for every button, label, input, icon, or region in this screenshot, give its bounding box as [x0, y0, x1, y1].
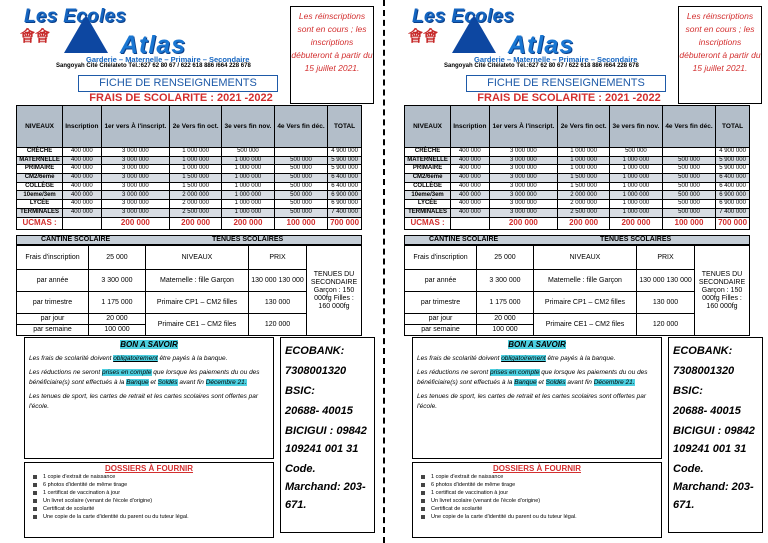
fees-row — [405, 148, 750, 157]
dossier-item: 6 photos d'identité de même tirage — [417, 481, 657, 489]
col-quatrieme-versement-cell: 500 000 — [274, 156, 327, 165]
col-deuxieme-versement-cell: 1 000 000 — [170, 156, 222, 165]
col-premier-versement-cell: 3 000 000 — [489, 182, 558, 191]
col-niveaux-cell: COLLÈGE — [405, 182, 451, 191]
col-premier-versement-cell: 3 000 000 — [489, 148, 558, 157]
col-niveaux-cell: COLLÈGE — [17, 182, 63, 191]
bon-paragraph-3: Les tenues de sport, les cartes de retrait et les cartes scolaires sont offertes par l'école. — [29, 393, 259, 410]
bank-info-box — [668, 337, 763, 533]
secondaire-tenues: TENUES DU SECONDAIRE Garçon : 150 000fg Filles : 160 000fg — [307, 246, 362, 336]
col-troisieme-versement-cell: 500 000 — [222, 148, 275, 157]
col-troisieme-versement-header: 3e vers fin nov. — [222, 106, 275, 148]
col-quatrieme-versement-cell: 500 000 — [662, 191, 715, 200]
col-niveaux-cell: 10eme/3em — [17, 191, 63, 200]
col-inscription-cell: 400 000 — [451, 208, 489, 217]
ucmas-cell: 100 000 — [662, 217, 715, 229]
dossier-item: Une copie de la carte d'identité du parent ou du tuteur légal. — [29, 513, 269, 521]
col-inscription-cell: 400 000 — [63, 208, 101, 217]
col-inscription-cell: 400 000 — [451, 148, 489, 157]
col-deuxieme-versement-cell: 1 500 000 — [558, 174, 610, 183]
col-troisieme-versement-cell: 1 000 000 — [610, 208, 663, 217]
dossier-item: Une copie de la carte d'identité du parent ou du tuteur légal. — [417, 513, 657, 521]
tenue-primaire-1-prix: 130 000 — [637, 292, 695, 314]
col-niveaux-cell: MATERNELLE — [17, 156, 63, 165]
col-quatrieme-versement-cell: 500 000 — [274, 165, 327, 174]
merchant-code: Code. Marchand: 203-671. — [285, 463, 366, 511]
cut-line-divider — [383, 0, 385, 543]
col-quatrieme-versement-header: 4e Vers fin déc. — [274, 106, 327, 148]
niveaux-header: NIVEAUX — [146, 246, 249, 270]
col-premier-versement-cell: 3 000 000 — [489, 156, 558, 165]
col-troisieme-versement-cell: 1 000 000 — [610, 165, 663, 174]
col-premier-versement-cell: 3 000 000 — [101, 208, 170, 217]
col-total-cell: 5 900 000 — [716, 156, 750, 165]
col-inscription-cell: 400 000 — [63, 156, 101, 165]
col-niveaux-cell: 10eme/3em — [405, 191, 451, 200]
frais-inscription-value: 25 000 — [477, 246, 534, 270]
col-total-header: TOTAL — [716, 106, 750, 148]
col-premier-versement-cell: 3 000 000 — [489, 174, 558, 183]
school-name-bottom: Atlas — [120, 31, 187, 59]
frais-inscription-label: Frais d'inscription — [405, 246, 477, 270]
dossiers-title: DOSSIERS À FOURNIR — [492, 464, 581, 473]
col-niveaux-cell: TERMINALES — [17, 208, 63, 217]
fiche-title: FICHE DE RENSEIGNEMENTS — [466, 75, 666, 92]
tenue-primaire-1: Primaire CP1 – CM2 filles — [146, 292, 249, 314]
fees-row — [405, 182, 750, 191]
col-niveaux-cell: CM2/6eme — [17, 174, 63, 183]
fees-row — [17, 148, 362, 157]
dossier-item: Certificat de scolarité — [29, 505, 269, 513]
flyer-right — [388, 0, 768, 543]
col-quatrieme-versement-cell: 500 000 — [274, 208, 327, 217]
col-premier-versement-cell: 3 000 000 — [489, 208, 558, 217]
col-total-cell: 7 400 000 — [716, 208, 750, 217]
col-inscription-header: Inscription — [63, 106, 101, 148]
col-premier-versement-cell: 3 000 000 — [101, 182, 170, 191]
col-total-cell: 5 900 000 — [328, 156, 362, 165]
canteen-label: par trimestre — [17, 292, 89, 314]
dossier-item: 1 copie d'extrait de naissance — [29, 473, 269, 481]
bon-title: BON A SAVOIR — [120, 340, 178, 349]
col-inscription-cell: 400 000 — [63, 174, 101, 183]
col-premier-versement-cell: 3 000 000 — [101, 148, 170, 157]
col-deuxieme-versement-cell: 1 500 000 — [558, 182, 610, 191]
col-quatrieme-versement-cell: 500 000 — [662, 208, 715, 217]
ucmas-cell: 200 000 — [610, 217, 663, 229]
col-troisieme-versement-cell: 1 000 000 — [222, 174, 275, 183]
col-deuxieme-versement-cell: 2 000 000 — [170, 200, 222, 209]
col-deuxieme-versement-cell: 1 000 000 — [170, 148, 222, 157]
fees-row — [405, 174, 750, 183]
col-premier-versement-cell: 3 000 000 — [101, 174, 170, 183]
col-deuxieme-versement-cell: 1 000 000 — [558, 156, 610, 165]
col-troisieme-versement-cell: 1 000 000 — [222, 208, 275, 217]
ucmas-cell: 700 000 — [328, 217, 362, 229]
dossier-item: 1 certificat de vaccination à jour — [29, 489, 269, 497]
col-deuxieme-versement-cell: 1 500 000 — [170, 174, 222, 183]
frais-title: FRAIS DE SCOLARITE : 2021 -2022 — [89, 92, 273, 104]
canteen-label: par semaine — [405, 325, 477, 336]
col-troisieme-versement-cell: 1 000 000 — [610, 191, 663, 200]
tenue-primaire-2: Primaire CE1 – CM2 files — [146, 314, 249, 336]
bsic-label: BSIC: — [673, 385, 703, 397]
col-inscription-cell: 400 000 — [63, 191, 101, 200]
canteen-label: par jour — [17, 314, 89, 325]
col-deuxieme-versement-cell: 1 000 000 — [170, 165, 222, 174]
school-levels: Garderie – Maternelle – Primaire – Secondaire — [474, 55, 638, 64]
logo-triangle-icon — [452, 15, 496, 53]
dossier-item: 1 copie d'extrait de naissance — [417, 473, 657, 481]
bsic-number: 20688- 40015 — [285, 405, 353, 417]
col-inscription-cell: 400 000 — [451, 200, 489, 209]
col-quatrieme-versement-cell: 500 000 — [662, 156, 715, 165]
fees-row — [17, 200, 362, 209]
col-total-cell: 6 400 000 — [716, 174, 750, 183]
col-total-cell: 7 400 000 — [328, 208, 362, 217]
col-inscription-header: Inscription — [451, 106, 489, 148]
prix-header: PRIX — [249, 246, 307, 270]
col-niveaux-cell: MATERNELLE — [405, 156, 451, 165]
ucmas-row — [17, 217, 362, 229]
col-deuxieme-versement-cell: 1 500 000 — [170, 182, 222, 191]
col-deuxieme-versement-cell: 2 000 000 — [558, 191, 610, 200]
canteen-value: 20 000 — [89, 314, 146, 325]
canteen-label: par année — [405, 270, 477, 292]
col-premier-versement-cell: 3 000 000 — [489, 191, 558, 200]
tenue-primaire-2: Primaire CE1 – CM2 files — [534, 314, 637, 336]
col-niveaux-header: NIVEAUX — [17, 106, 63, 148]
col-inscription-cell: 400 000 — [63, 148, 101, 157]
col-niveaux-cell: TERMINALES — [405, 208, 451, 217]
frais-title: FRAIS DE SCOLARITE : 2021 -2022 — [477, 92, 661, 104]
col-niveaux-cell: PRIMAIRE — [405, 165, 451, 174]
ucmas-cell: 200 000 — [558, 217, 610, 229]
ecobank-number: 7308001320 — [673, 365, 735, 377]
canteen-value: 3 300 000 — [477, 270, 534, 292]
canteen-label: par semaine — [17, 325, 89, 336]
canteen-label: par trimestre — [405, 292, 477, 314]
ucmas-cell: 200 000 — [101, 217, 170, 229]
col-quatrieme-versement-header: 4e Vers fin déc. — [662, 106, 715, 148]
tenue-primaire-1: Primaire CP1 – CM2 filles — [534, 292, 637, 314]
bsic-label: BSIC: — [285, 385, 315, 397]
col-deuxieme-versement-cell: 2 000 000 — [558, 200, 610, 209]
col-total-cell: 4 900 000 — [328, 148, 362, 157]
col-total-cell: 4 900 000 — [716, 148, 750, 157]
col-deuxieme-versement-cell: 2 000 000 — [170, 191, 222, 200]
fees-row — [17, 174, 362, 183]
fees-row — [17, 182, 362, 191]
merchant-code: Code. Marchand: 203-671. — [673, 463, 754, 511]
secondaire-tenues: TENUES DU SECONDAIRE Garçon : 150 000fg Filles : 160 000fg — [695, 246, 750, 336]
col-deuxieme-versement-cell: 2 500 000 — [170, 208, 222, 217]
ucmas-cell: 200 000 — [222, 217, 275, 229]
ucmas-cell: 200 000 — [489, 217, 558, 229]
ucmas-cell: 100 000 — [274, 217, 327, 229]
col-niveaux-cell: CRÈCHE — [17, 148, 63, 157]
bon-paragraph-3: Les tenues de sport, les cartes de retrait et les cartes scolaires sont offertes par l'école. — [417, 393, 647, 410]
fees-row — [17, 156, 362, 165]
bicigui-number: BICIGUI : 09842 109241 001 31 — [673, 425, 755, 455]
col-deuxieme-versement-cell: 1 000 000 — [558, 148, 610, 157]
bon-paragraph-2: Les réductions ne seront prises en compte que lorsque les paiements du ou des bénéficiaire(s) sont effectués à la Banque et Soldés avant fin Décembre 21. — [417, 369, 648, 386]
canteen-table — [16, 245, 362, 336]
fiche-title: FICHE DE RENSEIGNEMENTS — [78, 75, 278, 92]
canteen-value: 1 175 000 — [89, 292, 146, 314]
col-premier-versement-cell: 3 000 000 — [489, 200, 558, 209]
col-premier-versement-cell: 3 000 000 — [489, 165, 558, 174]
canteen-value: 20 000 — [477, 314, 534, 325]
canteen-value: 1 175 000 — [477, 292, 534, 314]
col-quatrieme-versement-cell — [662, 148, 715, 157]
col-quatrieme-versement-cell: 500 000 — [274, 200, 327, 209]
ucmas-cell — [451, 217, 489, 229]
fees-row — [405, 200, 750, 209]
col-troisieme-versement-cell: 500 000 — [610, 148, 663, 157]
col-quatrieme-versement-cell: 500 000 — [274, 182, 327, 191]
col-troisieme-versement-cell: 1 000 000 — [610, 156, 663, 165]
col-inscription-cell: 400 000 — [63, 165, 101, 174]
prix-header: PRIX — [637, 246, 695, 270]
col-quatrieme-versement-cell — [274, 148, 327, 157]
canteen-table — [404, 245, 750, 336]
col-niveaux-cell: LYCÉE — [405, 200, 451, 209]
col-total-header: TOTAL — [328, 106, 362, 148]
ucmas-cell: UCMAS : — [17, 217, 63, 229]
fees-row — [405, 191, 750, 200]
frais-inscription-label: Frais d'inscription — [17, 246, 89, 270]
logo-emblem-icon: 會會 — [20, 28, 51, 45]
col-premier-versement-cell: 3 000 000 — [101, 156, 170, 165]
dossier-item: Certificat de scolarité — [417, 505, 657, 513]
niveaux-header: NIVEAUX — [534, 246, 637, 270]
school-levels: Garderie – Maternelle – Primaire – Secondaire — [86, 55, 250, 64]
col-total-cell: 6 900 000 — [716, 191, 750, 200]
col-troisieme-versement-cell: 1 000 000 — [610, 200, 663, 209]
ecobank-label: ECOBANK: — [673, 345, 733, 357]
bon-paragraph-1: Les frais de scolarité doivent obligatoirement être payés à la banque. — [417, 355, 616, 362]
ucmas-cell — [63, 217, 101, 229]
flyer-left — [0, 0, 380, 543]
school-address: Sangoyah Cité Cité/ateto Tél.:627 62 80 67 / 622 618 886 /664 228 678 — [56, 63, 251, 69]
ecobank-label: ECOBANK: — [285, 345, 345, 357]
col-deuxieme-versement-cell: 2 500 000 — [558, 208, 610, 217]
col-inscription-cell: 400 000 — [451, 174, 489, 183]
col-inscription-cell: 400 000 — [451, 156, 489, 165]
col-deuxieme-versement-header: 2e Vers fin oct. — [558, 106, 610, 148]
col-inscription-cell: 400 000 — [451, 182, 489, 191]
dossiers-title: DOSSIERS À FOURNIR — [104, 464, 193, 473]
col-niveaux-cell: CM2/6eme — [405, 174, 451, 183]
dossiers-list — [29, 473, 269, 521]
col-quatrieme-versement-cell: 500 000 — [274, 191, 327, 200]
school-name-top: Les Ecoles — [412, 6, 515, 27]
ecobank-number: 7308001320 — [285, 365, 347, 377]
col-inscription-cell: 400 000 — [63, 200, 101, 209]
col-total-cell: 6 900 000 — [716, 200, 750, 209]
col-premier-versement-header: 1er vers À l'inscript. — [489, 106, 558, 148]
col-quatrieme-versement-cell: 500 000 — [662, 174, 715, 183]
ucmas-cell: 200 000 — [170, 217, 222, 229]
canteen-label: par année — [17, 270, 89, 292]
fees-row — [17, 165, 362, 174]
tenue-maternelle-prix: 130 000 130 000 — [637, 270, 695, 292]
col-quatrieme-versement-cell: 500 000 — [662, 200, 715, 209]
col-troisieme-versement-cell: 1 000 000 — [222, 191, 275, 200]
col-niveaux-cell: PRIMAIRE — [17, 165, 63, 174]
col-niveaux-header: NIVEAUX — [405, 106, 451, 148]
col-deuxieme-versement-header: 2e Vers fin oct. — [170, 106, 222, 148]
bsic-number: 20688- 40015 — [673, 405, 741, 417]
bon-paragraph-2: Les réductions ne seront prises en compte que lorsque les paiements du ou des bénéficiaire(s) sont effectués à la Banque et Soldés avant fin Décembre 21. — [29, 369, 260, 386]
col-premier-versement-cell: 3 000 000 — [101, 200, 170, 209]
tenue-primaire-2-prix: 120 000 — [637, 314, 695, 336]
tenues-title: TENUES SCOLAIRES — [600, 236, 672, 243]
fees-row — [17, 191, 362, 200]
logo-triangle-icon — [64, 15, 108, 53]
col-premier-versement-cell: 3 000 000 — [101, 165, 170, 174]
col-total-cell: 5 900 000 — [328, 165, 362, 174]
canteen-value: 3 300 000 — [89, 270, 146, 292]
bicigui-number: BICIGUI : 09842 109241 001 31 — [285, 425, 367, 455]
col-troisieme-versement-cell: 1 000 000 — [610, 182, 663, 191]
bon-paragraph-1: Les frais de scolarité doivent obligatoirement être payés à la banque. — [29, 355, 228, 362]
col-troisieme-versement-cell: 1 000 000 — [222, 156, 275, 165]
col-premier-versement-cell: 3 000 000 — [101, 191, 170, 200]
bon-a-savoir-box — [24, 337, 274, 459]
col-deuxieme-versement-cell: 1 000 000 — [558, 165, 610, 174]
bank-info-box — [280, 337, 375, 533]
dossiers-list — [417, 473, 657, 521]
dossier-item: 1 certificat de vaccination à jour — [417, 489, 657, 497]
fees-table — [404, 105, 750, 230]
col-premier-versement-header: 1er vers À l'inscript. — [101, 106, 170, 148]
logo-emblem-icon: 會會 — [408, 28, 439, 45]
col-total-cell: 6 900 000 — [328, 191, 362, 200]
frais-inscription-value: 25 000 — [89, 246, 146, 270]
canteen-band — [404, 235, 750, 245]
dossier-item: Un livret scolaire (venant de l'école d'origine) — [417, 497, 657, 505]
col-troisieme-versement-cell: 1 000 000 — [222, 182, 275, 191]
school-name-bottom: Atlas — [508, 31, 575, 59]
col-total-cell: 6 400 000 — [328, 174, 362, 183]
dossiers-box — [24, 462, 274, 538]
canteen-value: 100 000 — [89, 325, 146, 336]
school-name-top: Les Ecoles — [24, 6, 127, 27]
col-quatrieme-versement-cell: 500 000 — [662, 182, 715, 191]
canteen-label: par jour — [405, 314, 477, 325]
tenue-maternelle: Maternelle : fille Garçon — [146, 270, 249, 292]
col-troisieme-versement-header: 3e vers fin nov. — [610, 106, 663, 148]
col-total-cell: 6 400 000 — [328, 182, 362, 191]
dossier-item: Un livret scolaire (venant de l'école d'origine) — [29, 497, 269, 505]
col-niveaux-cell: LYCÉE — [17, 200, 63, 209]
fees-row — [405, 156, 750, 165]
col-inscription-cell: 400 000 — [451, 165, 489, 174]
school-address: Sangoyah Cité Cité/ateto Tél.:627 62 80 67 / 622 618 886 /664 228 678 — [444, 63, 639, 69]
tenue-primaire-1-prix: 130 000 — [249, 292, 307, 314]
dossier-item: 6 photos d'identité de même tirage — [29, 481, 269, 489]
registration-notice: Les réinscriptions sont en cours ; les inscriptions débuteront à partir du 15 juillet 2021. — [290, 6, 374, 104]
col-inscription-cell: 400 000 — [63, 182, 101, 191]
canteen-value: 100 000 — [477, 325, 534, 336]
fees-table — [16, 105, 362, 230]
fees-row — [17, 208, 362, 217]
col-niveaux-cell: CRÈCHE — [405, 148, 451, 157]
col-inscription-cell: 400 000 — [451, 191, 489, 200]
tenue-maternelle-prix: 130 000 130 000 — [249, 270, 307, 292]
dossiers-box — [412, 462, 662, 538]
fees-row — [405, 165, 750, 174]
col-total-cell: 6 900 000 — [328, 200, 362, 209]
col-total-cell: 6 400 000 — [716, 182, 750, 191]
bon-title: BON A SAVOIR — [508, 340, 566, 349]
col-troisieme-versement-cell: 1 000 000 — [222, 200, 275, 209]
fees-row — [405, 208, 750, 217]
col-quatrieme-versement-cell: 500 000 — [662, 165, 715, 174]
tenues-title: TENUES SCOLAIRES — [212, 236, 284, 243]
ucmas-cell: 700 000 — [716, 217, 750, 229]
registration-notice: Les réinscriptions sont en cours ; les inscriptions débuteront à partir du 15 juillet 2021. — [678, 6, 762, 104]
ucmas-cell: UCMAS : — [405, 217, 451, 229]
tenue-primaire-2-prix: 120 000 — [249, 314, 307, 336]
ucmas-row — [405, 217, 750, 229]
canteen-title: CANTINE SCOLAIRE — [41, 236, 111, 243]
canteen-title: CANTINE SCOLAIRE — [429, 236, 499, 243]
col-troisieme-versement-cell: 1 000 000 — [222, 165, 275, 174]
tenue-maternelle: Maternelle : fille Garçon — [534, 270, 637, 292]
col-total-cell: 5 900 000 — [716, 165, 750, 174]
col-quatrieme-versement-cell: 500 000 — [274, 174, 327, 183]
canteen-band — [16, 235, 362, 245]
bon-a-savoir-box — [412, 337, 662, 459]
col-troisieme-versement-cell: 1 000 000 — [610, 174, 663, 183]
